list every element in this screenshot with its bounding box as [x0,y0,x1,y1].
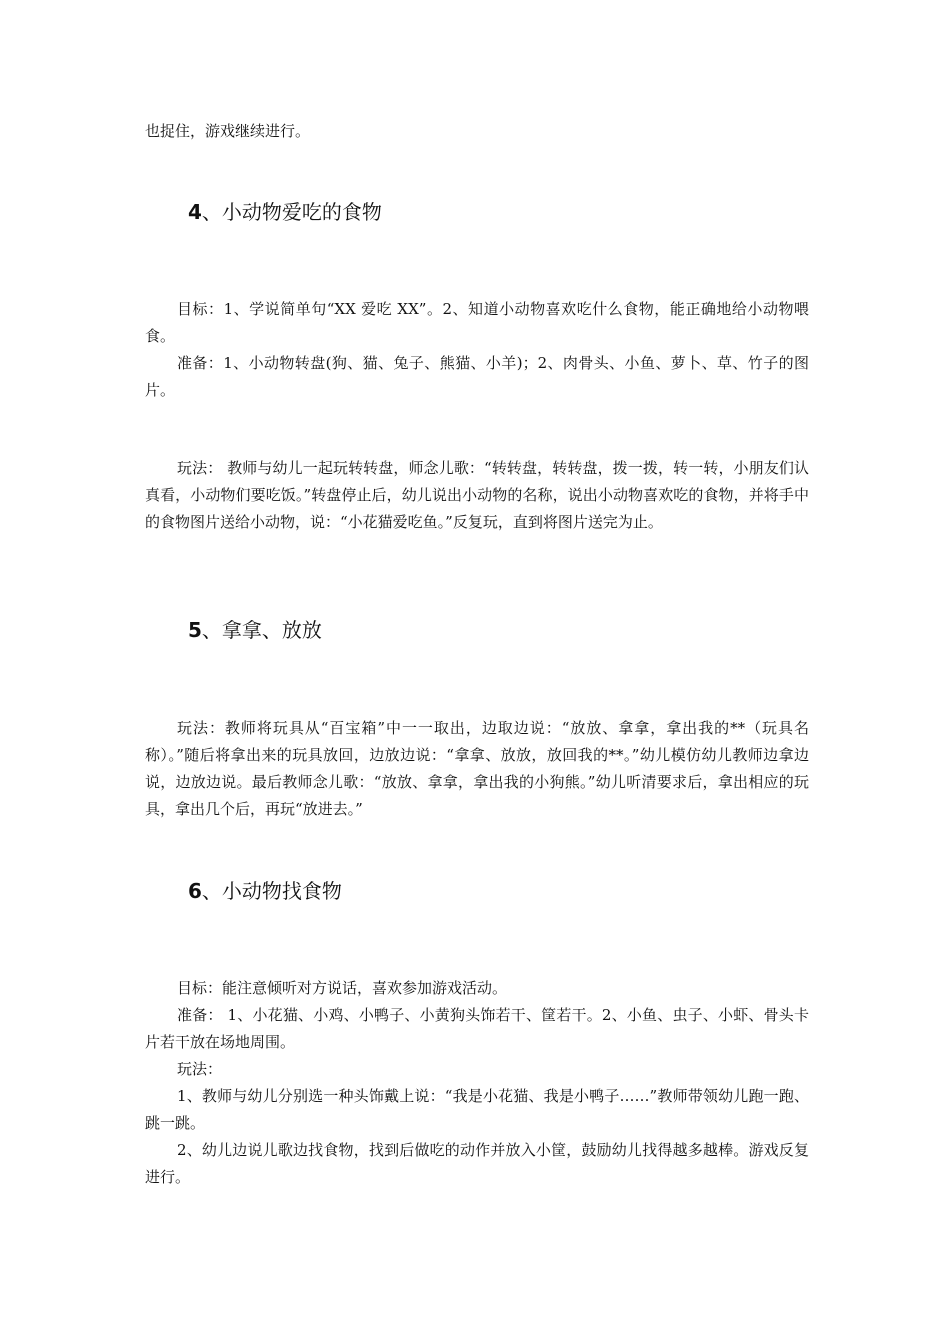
section-4-play [145,455,809,536]
section-6-body [145,975,809,1191]
play-label: 玩法： [177,1060,223,1078]
step-paragraph-2: 2、幼儿边说儿歌边找食物，找到后做吃的动作并放入小筐，鼓励幼儿找得越多越棒。游戏反复进行。 [145,1141,809,1186]
section-4-goal-prep [145,296,809,404]
section-title: 、小动物爱吃的食物 [201,200,382,224]
prep-paragraph: 准备：1、小动物转盘(狗、猫、兔子、熊猫、小羊)；2、肉骨头、小鱼、萝卜、草、竹子的图片。 [145,354,809,399]
step-paragraph-1: 1、教师与幼儿分别选一种头饰戴上说：“我是小花猫、我是小鸭子……”教师带领幼儿跑一跑、跳一跳。 [145,1087,809,1132]
section-number: 4 [188,200,202,224]
section-number: 6 [188,879,202,903]
play-paragraph: 玩法：教师将玩具从“百宝箱”中一一取出，边取边说：“放放、拿拿，拿出我的**（玩具名称）。”随后将拿出来的玩具放回，边放边说：“拿拿、放放，放回我的**。”幼儿模仿幼儿教师边拿边说，边放边说。最后教师念儿歌：“放放、拿拿，拿出我的小狗熊。”幼儿听清要求后，拿出相应的玩具，拿出几个后，再玩“放进去。” [145,719,809,818]
paragraph: 也捉住，游戏继续进行。 [145,122,311,140]
goal-paragraph: 目标：能注意倾听对方说话，喜欢参加游戏活动。 [177,979,508,997]
section-title: 、拿拿、放放 [201,618,322,642]
section-number: 5 [188,618,202,642]
section-5-play [145,715,809,823]
prep-paragraph: 准备： 1、小花猫、小鸡、小鸭子、小黄狗头饰若干、筐若干。2、小鱼、虫子、小虾、骨头卡片若干放在场地周围。 [145,1006,809,1051]
play-paragraph: 玩法： 教师与幼儿一起玩转转盘，师念儿歌：“转转盘，转转盘，拨一拨，转一转，小朋友们认真看，小动物们要吃饭。”转盘停止后，幼儿说出小动物的名称，说出小动物喜欢吃的食物，并将手中的食物图片送给小动物，说：“小花猫爱吃鱼。”反复玩，直到将图片送完为止。 [145,459,809,531]
goal-paragraph: 目标：1、学说简单句“XX 爱吃 XX”。2、知道小动物喜欢吃什么食物，能正确地给小动物喂食。 [145,300,809,345]
continuation-text [145,118,809,145]
section-title: 、小动物找食物 [201,879,342,903]
section-heading-5 [188,616,322,644]
section-heading-6 [188,877,342,905]
section-heading-4 [188,198,382,226]
